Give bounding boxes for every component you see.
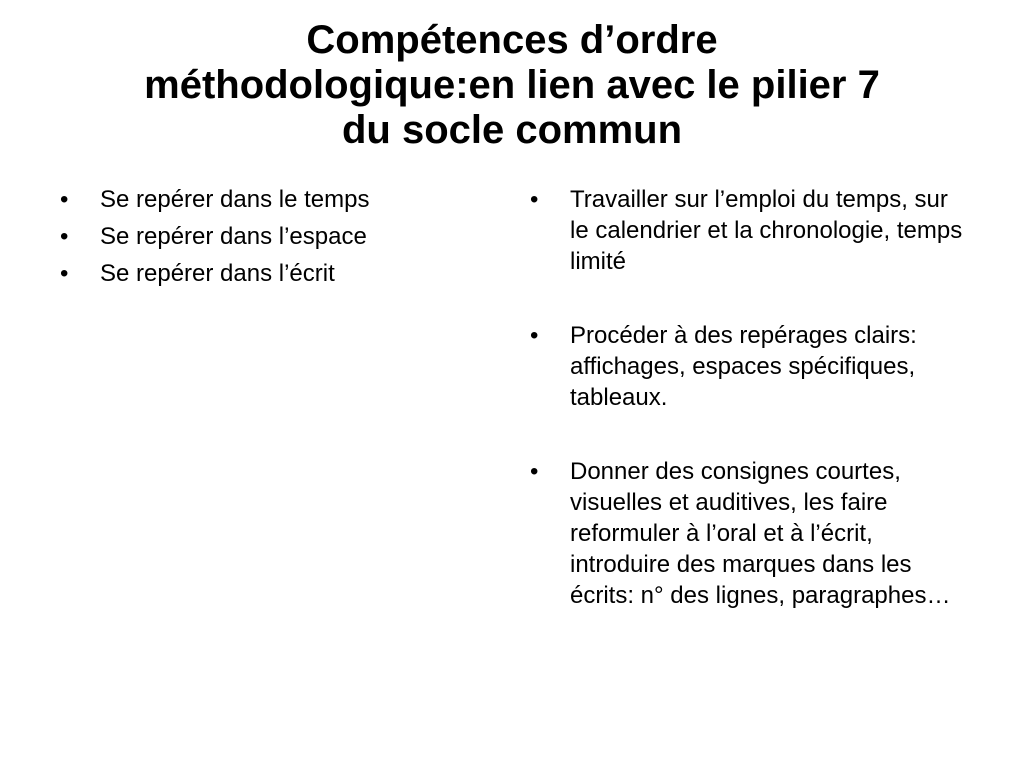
list-item-text: Travailler sur l’emploi du temps, sur le calendrier et la chronologie, temps limité	[570, 186, 963, 275]
title-line-2: méthodologique:en lien avec le pilier 7	[144, 63, 880, 107]
title-line-3: du socle commun	[341, 108, 683, 152]
right-bullet-list	[530, 184, 970, 654]
title-line-1: Compétences d’ordre	[306, 18, 718, 62]
list-item-text: Donner des consignes courtes, visuelles et auditives, les faire reformuler à l’oral et à l’écrit, introduire des marques dans les écrits: n° des lignes, paragraphes…	[570, 458, 951, 609]
bullet-icon: •	[530, 458, 539, 485]
list-item-text: Se repérer dans l’écrit	[100, 260, 335, 287]
list-item-text: Se repérer dans le temps	[100, 186, 370, 213]
bullet-icon: •	[530, 322, 539, 349]
left-bullet-list	[60, 184, 480, 292]
list-item	[60, 184, 480, 215]
list-item	[530, 320, 970, 413]
list-item	[530, 184, 970, 277]
bullet-icon: •	[530, 186, 539, 213]
slide-title	[60, 18, 964, 153]
list-item-text: Procéder à des repérages clairs: affichages, espaces spécifiques, tableaux.	[570, 322, 917, 411]
bullet-icon: •	[60, 260, 69, 287]
list-item	[530, 456, 970, 611]
bullet-icon: •	[60, 186, 69, 213]
list-item-text: Se repérer dans l’espace	[100, 223, 367, 250]
list-item	[60, 255, 480, 292]
list-item	[60, 218, 480, 255]
bullet-icon: •	[60, 223, 69, 250]
